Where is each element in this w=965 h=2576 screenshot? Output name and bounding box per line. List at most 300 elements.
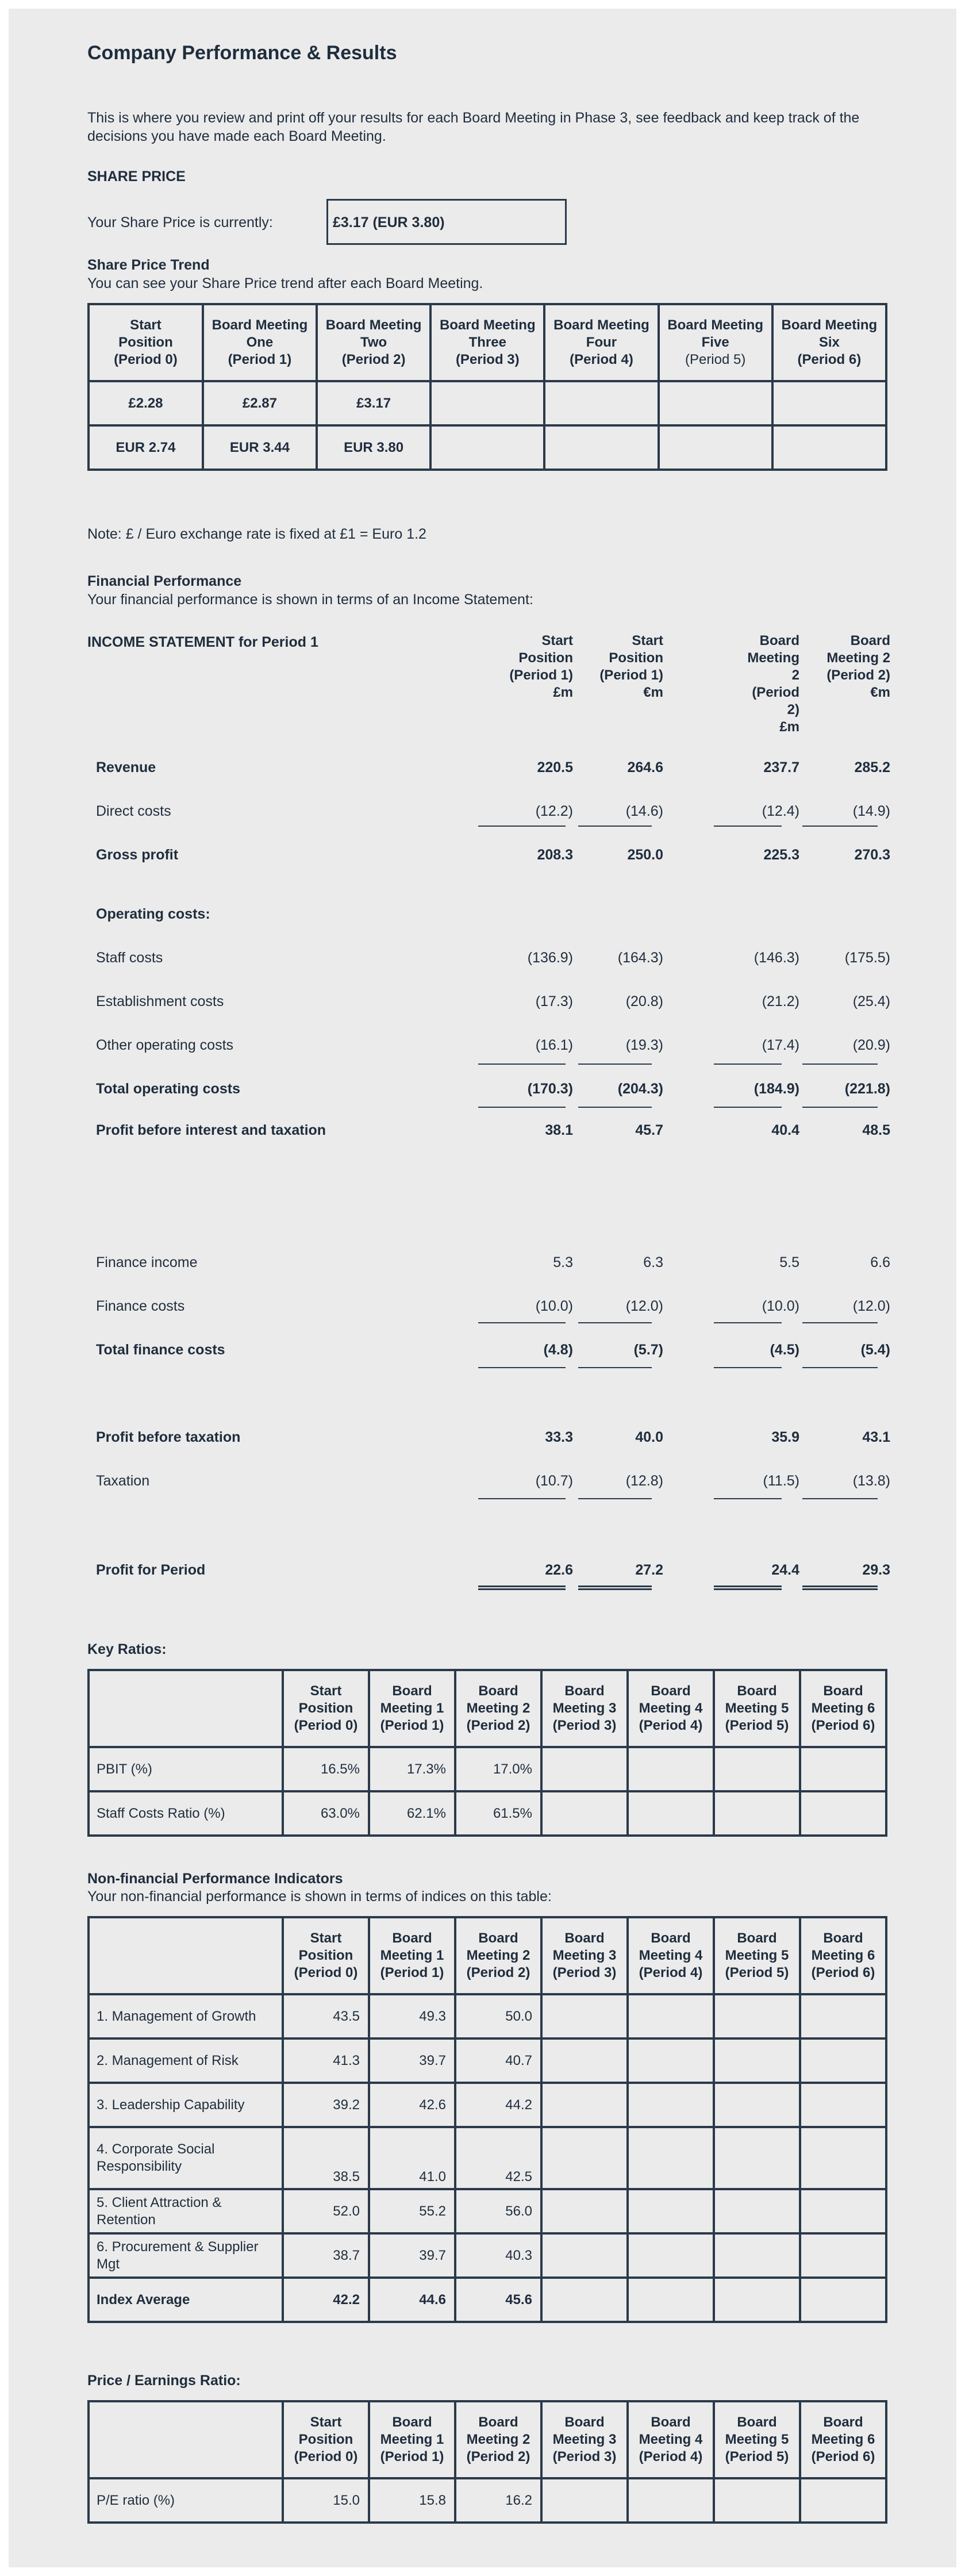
nf-cell xyxy=(628,2278,714,2322)
share-col-header-line: (Period 3) xyxy=(455,352,520,367)
kr-col-header xyxy=(628,1670,714,1747)
pe-col-header-line: (Period 1) xyxy=(380,2449,444,2464)
nf-cell: 39.2 xyxy=(283,2083,369,2127)
rule xyxy=(578,1107,652,1108)
rule xyxy=(714,1064,782,1065)
nonfinancial-heading: Non-financial Performance Indicators xyxy=(87,1871,343,1887)
nf-cell: 40.3 xyxy=(455,2233,541,2278)
share-col-header-line: (Period 5) xyxy=(685,352,746,367)
is-row-value: (12.0) xyxy=(852,1298,890,1314)
nf-row-label: 6. Procurement & Supplier Mgt xyxy=(89,2233,283,2278)
share-col-header-line: Board Meeting xyxy=(325,317,422,333)
is-row-value: 48.5 xyxy=(862,1122,890,1138)
is-row-label: Profit before interest and taxation xyxy=(96,1122,326,1138)
kr-cell xyxy=(541,1747,628,1791)
is-row-value: 237.7 xyxy=(763,759,799,776)
nf-col-header-line: Meeting 5 xyxy=(725,1948,789,1963)
nf-row-label: Index Average xyxy=(89,2278,283,2322)
nf-cell xyxy=(800,1994,886,2038)
is-row-value: (21.2) xyxy=(762,993,799,1009)
nf-col-header-line: Board xyxy=(823,1930,863,1946)
share-cell-eur xyxy=(544,425,658,470)
kr-cell xyxy=(714,1747,800,1791)
is-row-value: 40.0 xyxy=(635,1429,663,1445)
kr-col-header-line: Meeting 1 xyxy=(380,1700,444,1716)
is-col-header-line: £m xyxy=(553,685,573,700)
exchange-note: Note: £ / Euro exchange rate is fixed at £1 = Euro 1.2 xyxy=(87,526,426,542)
nf-col-header xyxy=(800,1917,886,1994)
is-row-value: (5.7) xyxy=(633,1342,663,1358)
kr-row-label: Staff Costs Ratio (%) xyxy=(89,1791,283,1836)
is-row-value: (13.8) xyxy=(852,1473,890,1489)
rule xyxy=(802,1107,878,1108)
share-col-header xyxy=(772,304,886,381)
pe-col-header-line: Meeting 3 xyxy=(552,2432,617,2447)
nf-cell xyxy=(628,2189,714,2233)
is-row-value: 40.4 xyxy=(771,1122,799,1138)
nonfinancial-table xyxy=(87,1916,887,2323)
nf-col-header-line: Board xyxy=(478,1930,518,1946)
is-col-header-line: (Period 1) xyxy=(509,667,573,683)
nf-cell xyxy=(714,2038,800,2083)
share-col-header-line: Start xyxy=(130,317,162,333)
is-row-label: Profit for Period xyxy=(96,1562,206,1578)
pe-row xyxy=(89,2478,886,2523)
kr-col-header-line: (Period 1) xyxy=(380,1718,444,1733)
share-cell-gbp: £3.17 xyxy=(317,381,430,425)
share-cell-gbp: £2.28 xyxy=(89,381,203,425)
is-row-value: 33.3 xyxy=(545,1429,573,1445)
share-cell-eur xyxy=(772,425,886,470)
nf-cell xyxy=(541,2189,628,2233)
is-row-value: 24.4 xyxy=(771,1562,799,1578)
nf-col-header-line: Position xyxy=(298,1948,353,1963)
share-price-table xyxy=(87,303,887,471)
is-col-header-line: Board xyxy=(850,633,890,648)
pe-col-header xyxy=(628,2401,714,2478)
nf-col-header xyxy=(628,1917,714,1994)
is-row-pbt xyxy=(96,1429,895,1452)
kr-cell: 61.5% xyxy=(455,1791,541,1836)
nf-row xyxy=(89,1994,886,2038)
is-row-value: (10.7) xyxy=(535,1473,573,1489)
pe-col-header-line: (Period 3) xyxy=(552,2449,617,2464)
rule xyxy=(714,1322,782,1323)
pe-col-header xyxy=(714,2401,800,2478)
share-col-header-line: Board Meeting xyxy=(781,317,878,333)
nf-cell xyxy=(714,2127,800,2189)
is-row-label: Gross profit xyxy=(96,847,179,863)
is-row-revenue xyxy=(96,759,895,782)
kr-col-header xyxy=(455,1670,541,1747)
is-row-value: 208.3 xyxy=(537,847,573,863)
is-row-value: 6.6 xyxy=(870,1254,890,1270)
nf-col-header-line: Meeting 1 xyxy=(380,1948,444,1963)
is-col-header xyxy=(810,632,890,701)
is-row-value: (204.3) xyxy=(617,1081,663,1097)
double-rule xyxy=(478,1585,566,1590)
kr-cell: 16.5% xyxy=(283,1747,369,1791)
rule xyxy=(714,1367,782,1368)
is-col-header-line: Position xyxy=(609,650,663,666)
nf-col-header-line: Meeting 2 xyxy=(466,1948,530,1963)
is-col-header-line: 2) xyxy=(787,702,799,717)
rule xyxy=(802,1367,878,1368)
share-col-header-line: Board Meeting xyxy=(439,317,536,333)
kr-col-header-line: Meeting 6 xyxy=(811,1700,875,1716)
kr-cell xyxy=(628,1791,714,1836)
kr-cell: 63.0% xyxy=(283,1791,369,1836)
share-col-header xyxy=(89,304,203,381)
pe-col-header-line: Board xyxy=(564,2414,605,2430)
nf-cell xyxy=(714,2278,800,2322)
share-col-header-line: (Period 2) xyxy=(341,352,406,367)
nf-cell: 43.5 xyxy=(283,1994,369,2038)
kr-row xyxy=(89,1747,886,1791)
is-row-label: Total finance costs xyxy=(96,1342,225,1358)
is-row-label: Direct costs xyxy=(96,803,171,819)
nf-cell: 50.0 xyxy=(455,1994,541,2038)
is-row-value: 43.1 xyxy=(862,1429,890,1445)
pe-col-header-line: (Period 4) xyxy=(639,2449,703,2464)
nf-row-label: 2. Management of Risk xyxy=(89,2038,283,2083)
kr-col-header-line: (Period 5) xyxy=(725,1718,789,1733)
nf-cell: 40.7 xyxy=(455,2038,541,2083)
share-col-header-line: Four xyxy=(586,335,617,350)
pe-col-header xyxy=(800,2401,886,2478)
is-row-value: 220.5 xyxy=(537,759,573,776)
pe-col-header-line: Meeting 5 xyxy=(725,2432,789,2447)
is-row-value: (20.9) xyxy=(852,1037,890,1053)
kr-col-header xyxy=(714,1670,800,1747)
share-price-value-text: £3.17 (EUR 3.80) xyxy=(333,214,445,231)
share-col-header-line: Five xyxy=(701,335,729,350)
nf-cell xyxy=(800,2189,886,2233)
kr-corner-cell xyxy=(89,1670,283,1747)
is-row-label: Establishment costs xyxy=(96,993,224,1009)
is-row-value: (164.3) xyxy=(617,950,663,966)
page-panel xyxy=(9,9,956,2567)
kr-col-header-line: Board xyxy=(651,1683,691,1699)
rule xyxy=(578,826,652,827)
is-row-value: 225.3 xyxy=(763,847,799,863)
is-row-profit xyxy=(96,1562,895,1585)
nf-col-header-line: Start xyxy=(310,1930,342,1946)
nf-col-header-line: Meeting 4 xyxy=(639,1948,703,1963)
nf-cell: 39.7 xyxy=(369,2233,455,2278)
nf-col-header xyxy=(369,1917,455,1994)
pe-col-header-line: (Period 5) xyxy=(725,2449,789,2464)
pe-col-header-line: Position xyxy=(298,2432,353,2447)
rule xyxy=(478,1064,566,1065)
double-rule xyxy=(802,1585,878,1590)
rule xyxy=(578,1322,652,1323)
nf-cell xyxy=(541,2233,628,2278)
is-col-header-line: Meeting xyxy=(747,650,799,666)
pe-col-header xyxy=(541,2401,628,2478)
pe-cell xyxy=(714,2478,800,2523)
pe-col-header-line: Board xyxy=(651,2414,691,2430)
nf-col-header-line: (Period 2) xyxy=(466,1965,530,1980)
rule xyxy=(578,1367,652,1368)
kr-col-header xyxy=(283,1670,369,1747)
is-row-label: Revenue xyxy=(96,759,156,776)
nf-cell: 44.6 xyxy=(369,2278,455,2322)
kr-col-header-line: (Period 0) xyxy=(294,1718,358,1733)
is-row-value: (19.3) xyxy=(625,1037,663,1053)
is-row-value: 35.9 xyxy=(771,1429,799,1445)
rule xyxy=(478,1107,566,1108)
nf-row xyxy=(89,2038,886,2083)
share-cell-gbp xyxy=(430,381,544,425)
nf-cell xyxy=(800,2233,886,2278)
is-row-opcosts xyxy=(96,906,895,929)
share-cell-gbp xyxy=(772,381,886,425)
kr-col-header-line: Board xyxy=(823,1683,863,1699)
kr-cell xyxy=(800,1791,886,1836)
financial-sub: Your financial performance is shown in terms of an Income Statement: xyxy=(87,592,533,608)
nf-col-header-line: (Period 6) xyxy=(811,1965,875,1980)
pe-cell xyxy=(628,2478,714,2523)
nf-cell: 44.2 xyxy=(455,2083,541,2127)
kr-col-header-line: Board xyxy=(478,1683,518,1699)
nf-col-header-line: (Period 0) xyxy=(294,1965,358,1980)
share-col-header-line: Six xyxy=(818,335,840,350)
share-col-header-line: (Period 6) xyxy=(797,352,862,367)
kr-col-header-line: Meeting 4 xyxy=(639,1700,703,1716)
is-row-pbit xyxy=(96,1122,895,1145)
pe-col-header-line: Meeting 2 xyxy=(466,2432,530,2447)
kr-col-header-line: Meeting 5 xyxy=(725,1700,789,1716)
is-row-value: (4.5) xyxy=(770,1342,799,1358)
share-col-header-line: (Period 1) xyxy=(228,352,292,367)
nf-col-header-line: Meeting 6 xyxy=(811,1948,875,1963)
is-row-staff xyxy=(96,950,895,973)
share-col-header xyxy=(659,304,772,381)
nf-cell xyxy=(628,2083,714,2127)
nf-cell xyxy=(800,2038,886,2083)
share-cell-eur xyxy=(659,425,772,470)
pe-col-header xyxy=(283,2401,369,2478)
is-col-header-line: (Period xyxy=(752,685,799,700)
is-row-value: 27.2 xyxy=(635,1562,663,1578)
kr-col-header-line: (Period 3) xyxy=(552,1718,617,1733)
share-trend-heading: Share Price Trend xyxy=(87,257,210,273)
kr-cell: 17.3% xyxy=(369,1747,455,1791)
pe-header-row xyxy=(89,2401,886,2478)
nf-cell xyxy=(541,2278,628,2322)
share-cell-eur xyxy=(430,425,544,470)
is-row-value: (10.0) xyxy=(535,1298,573,1314)
is-row-value: (11.5) xyxy=(763,1473,799,1489)
pe-cell: 15.0 xyxy=(283,2478,369,2523)
double-rule xyxy=(714,1585,782,1590)
kr-col-header-line: Meeting 2 xyxy=(466,1700,530,1716)
nf-col-header-line: Board xyxy=(392,1930,432,1946)
rule xyxy=(802,1498,878,1499)
pe-col-header-line: (Period 6) xyxy=(811,2449,875,2464)
share-cell-gbp xyxy=(544,381,658,425)
is-col-header-line: Board xyxy=(759,633,799,648)
nf-cell: 41.3 xyxy=(283,2038,369,2083)
rule xyxy=(802,1322,878,1323)
nf-col-header-line: Meeting 3 xyxy=(552,1948,617,1963)
is-col-header-line: €m xyxy=(870,685,890,700)
is-row-value: (136.9) xyxy=(527,950,573,966)
pe-col-header xyxy=(455,2401,541,2478)
nf-cell: 49.3 xyxy=(369,1994,455,2038)
share-col-header-line: Board Meeting xyxy=(667,317,763,333)
intro-text: This is where you review and print off your results for each Board Meeting in Phase 3, see feedback and keep track of the decisions you have made each Board Meeting. xyxy=(87,110,860,144)
is-col-header-line: (Period 1) xyxy=(599,667,663,683)
is-col-header-line: Position xyxy=(518,650,573,666)
is-row-value: (146.3) xyxy=(753,950,799,966)
nf-cell xyxy=(714,2083,800,2127)
nf-corner-cell xyxy=(89,1917,283,1994)
share-col-header-line: Three xyxy=(468,335,506,350)
nf-row-label: 1. Management of Growth xyxy=(89,1994,283,2038)
nf-cell xyxy=(714,1994,800,2038)
nf-col-header-line: Board xyxy=(564,1930,605,1946)
kr-col-header-line: Board xyxy=(564,1683,605,1699)
rule xyxy=(714,826,782,827)
nf-col-header xyxy=(714,1917,800,1994)
rule xyxy=(478,1367,566,1368)
key-ratios-table xyxy=(87,1669,887,1837)
nf-cell: 38.7 xyxy=(283,2233,369,2278)
rule xyxy=(714,1498,782,1499)
is-col-header xyxy=(493,632,573,701)
share-col-header-line: Position xyxy=(118,335,173,350)
share-col-header-line: Board Meeting xyxy=(553,317,649,333)
share-col-header-line: Two xyxy=(360,335,387,350)
pe-col-header-line: (Period 2) xyxy=(466,2449,530,2464)
pe-col-header-line: Start xyxy=(310,2414,342,2430)
nf-col-header-line: (Period 3) xyxy=(552,1965,617,1980)
pe-col-header-line: Meeting 1 xyxy=(380,2432,444,2447)
rule xyxy=(578,1064,652,1065)
is-row-value: 285.2 xyxy=(854,759,890,776)
kr-cell xyxy=(714,1791,800,1836)
nf-cell: 42.2 xyxy=(283,2278,369,2322)
is-row-finincome xyxy=(96,1254,895,1277)
share-cell-gbp: £2.87 xyxy=(203,381,317,425)
is-row-value: (170.3) xyxy=(527,1081,573,1097)
is-row-totalfin xyxy=(96,1342,895,1365)
nf-cell xyxy=(628,2233,714,2278)
is-row-value: 270.3 xyxy=(854,847,890,863)
pe-col-header-line: Meeting 4 xyxy=(639,2432,703,2447)
nf-row xyxy=(89,2189,886,2233)
is-col-header-line: (Period 2) xyxy=(826,667,890,683)
nf-row xyxy=(89,2278,886,2322)
financial-heading: Financial Performance xyxy=(87,573,242,589)
is-row-value: (14.9) xyxy=(852,803,890,819)
rule xyxy=(714,1107,782,1108)
nf-row-label: 3. Leadership Capability xyxy=(89,2083,283,2127)
share-cell-eur: EUR 3.80 xyxy=(317,425,430,470)
kr-col-header-line: Start xyxy=(310,1683,342,1699)
share-trend-sub: You can see your Share Price trend after each Board Meeting. xyxy=(87,275,483,291)
is-row-value: (14.6) xyxy=(625,803,663,819)
pe-heading: Price / Earnings Ratio: xyxy=(87,2372,241,2389)
kr-col-header-line: Board xyxy=(392,1683,432,1699)
nf-col-header-line: (Period 4) xyxy=(639,1965,703,1980)
nf-cell: 55.2 xyxy=(369,2189,455,2233)
kr-col-header-line: Board xyxy=(737,1683,777,1699)
nf-cell xyxy=(800,2278,886,2322)
nf-col-header xyxy=(455,1917,541,1994)
rule xyxy=(578,1498,652,1499)
pe-col-header-line: Board xyxy=(823,2414,863,2430)
is-col-header xyxy=(583,632,663,701)
rule xyxy=(478,1322,566,1323)
is-row-value: (5.4) xyxy=(860,1342,890,1358)
kr-col-header-line: Position xyxy=(298,1700,353,1716)
nf-cell xyxy=(541,2083,628,2127)
share-cell-eur: EUR 2.74 xyxy=(89,425,203,470)
share-col-header xyxy=(203,304,317,381)
is-row-value: (12.0) xyxy=(625,1298,663,1314)
is-row-value: 6.3 xyxy=(643,1254,663,1270)
is-row-value: (175.5) xyxy=(844,950,890,966)
nf-header-row xyxy=(89,1917,886,1994)
is-col-header xyxy=(719,632,799,736)
rule xyxy=(478,826,566,827)
pe-table xyxy=(87,2400,887,2524)
is-row-value: (17.4) xyxy=(762,1037,799,1053)
kr-header-row xyxy=(89,1670,886,1747)
nf-cell xyxy=(541,2127,628,2189)
is-col-header-line: Start xyxy=(632,633,663,648)
is-row-label: Finance costs xyxy=(96,1298,185,1314)
share-cell-gbp xyxy=(659,381,772,425)
nf-cell xyxy=(714,2233,800,2278)
nf-col-header-line: (Period 1) xyxy=(380,1965,444,1980)
kr-cell: 62.1% xyxy=(369,1791,455,1836)
nf-row-label: 5. Client Attraction & Retention xyxy=(89,2189,283,2233)
is-row-label: Other operating costs xyxy=(96,1037,234,1053)
pe-col-header-line: (Period 0) xyxy=(294,2449,358,2464)
nf-col-header xyxy=(541,1917,628,1994)
pe-corner-cell xyxy=(89,2401,283,2478)
nf-cell xyxy=(628,2038,714,2083)
income-statement-title: INCOME STATEMENT for Period 1 xyxy=(87,634,318,650)
kr-row xyxy=(89,1791,886,1836)
is-row-other xyxy=(96,1037,895,1060)
pe-col-header-line: Board xyxy=(478,2414,518,2430)
is-row-fincosts xyxy=(96,1298,895,1321)
kr-col-header-line: (Period 6) xyxy=(811,1718,875,1733)
is-row-value: (17.3) xyxy=(535,993,573,1009)
share-col-header xyxy=(317,304,430,381)
is-row-label: Taxation xyxy=(96,1473,150,1489)
nf-cell xyxy=(628,2127,714,2189)
is-row-label: Operating costs: xyxy=(96,906,210,922)
is-row-label: Finance income xyxy=(96,1254,198,1270)
is-row-value: (12.8) xyxy=(625,1473,663,1489)
nf-cell xyxy=(541,2038,628,2083)
income-statement-headers xyxy=(96,632,895,736)
nf-col-header-line: Board xyxy=(737,1930,777,1946)
is-row-value: (12.4) xyxy=(762,803,799,819)
pe-col-header-line: Board xyxy=(392,2414,432,2430)
is-row-value: (221.8) xyxy=(844,1081,890,1097)
nf-cell: 56.0 xyxy=(455,2189,541,2233)
is-row-value: 264.6 xyxy=(627,759,663,776)
nf-row-label: 4. Corporate Social Responsibility xyxy=(89,2127,283,2189)
is-row-label: Total operating costs xyxy=(96,1081,240,1097)
